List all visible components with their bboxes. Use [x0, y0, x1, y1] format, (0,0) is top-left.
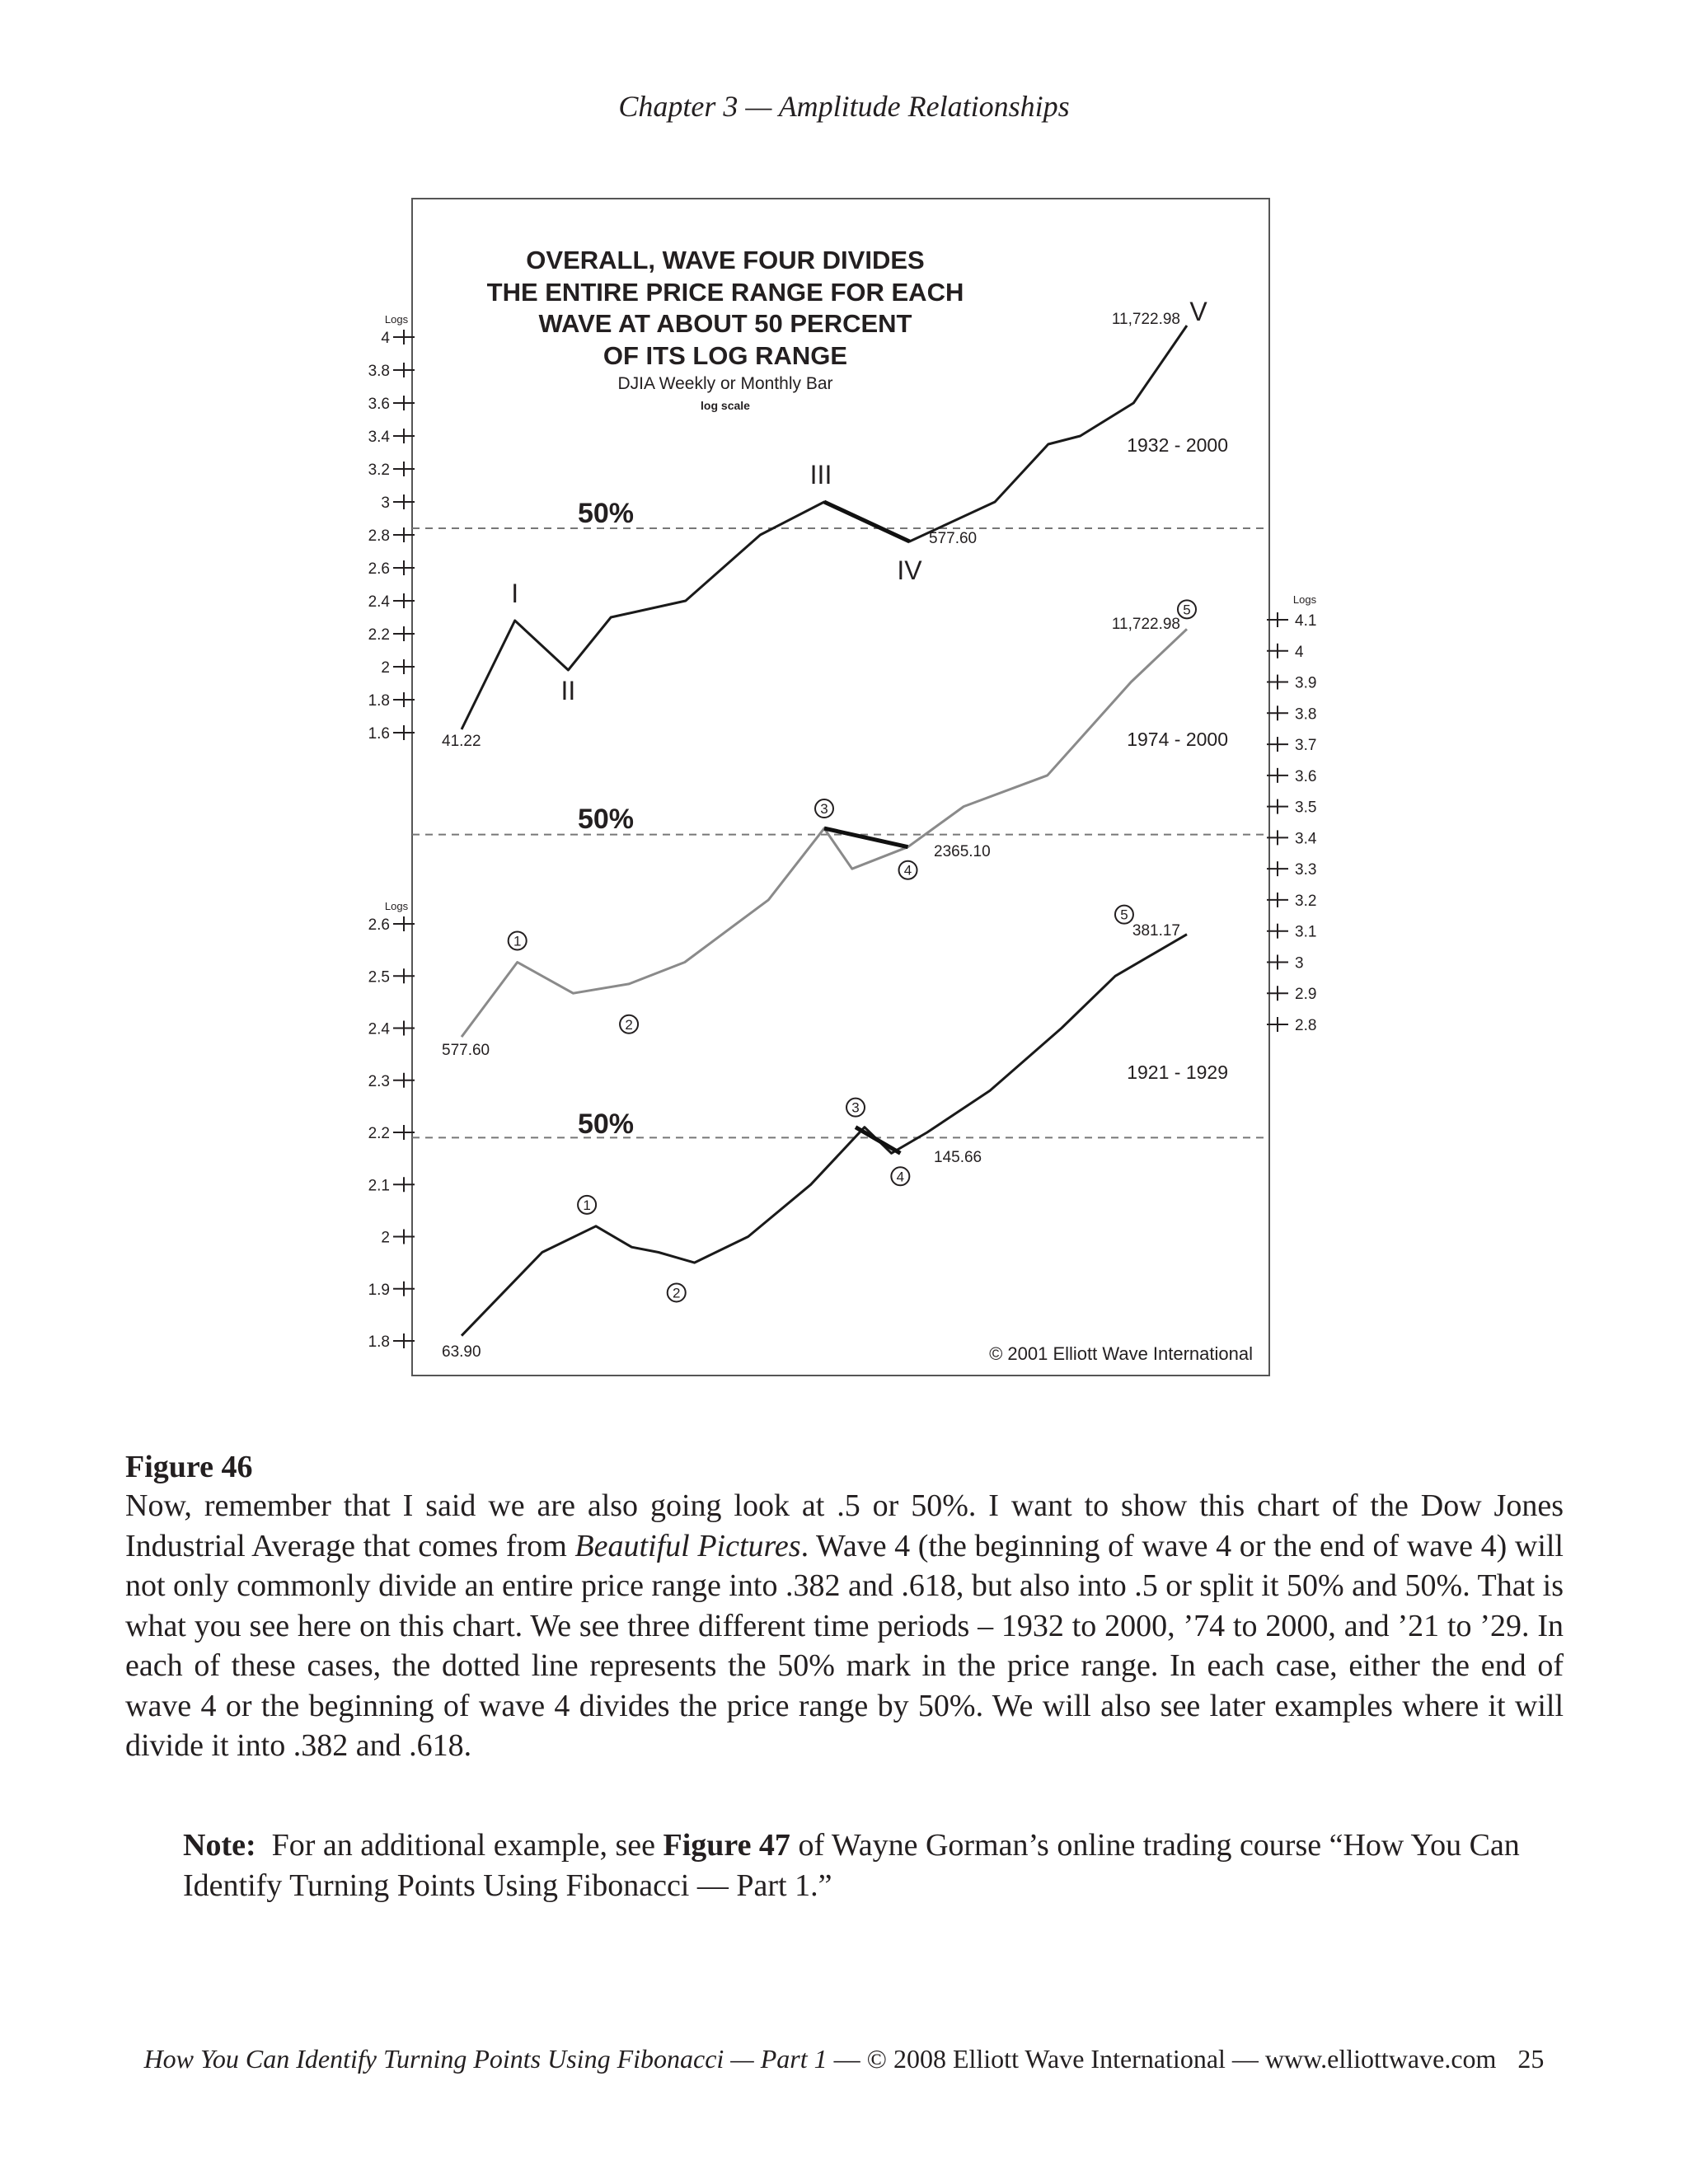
y-tick-label-2-3.5: 3.5: [1295, 799, 1317, 817]
y-tick-label-2-2.8: 2.8: [1295, 1017, 1317, 1034]
y-tick-label-1-2.4: 2.4: [368, 593, 390, 611]
end-value-label-1: 11,722.98: [1111, 311, 1180, 328]
wave-label-2-4: 4: [903, 862, 912, 879]
page-number: 25: [1517, 2044, 1545, 2074]
wave-label-3-3: 3: [851, 1099, 860, 1116]
y-tick-label-1-3.2: 3.2: [368, 462, 390, 479]
wave4-value-label-1: 577.60: [929, 530, 978, 547]
note-paragraph: [183, 1825, 1564, 1905]
y-tick-label-1-2.2: 2.2: [368, 626, 390, 644]
y-tick-label-2-3.8: 3.8: [1295, 705, 1317, 724]
wave-label-1-I: I: [511, 579, 519, 608]
y-tick-label-2-3.1: 3.1: [1295, 923, 1317, 941]
y-tick-label-2-3.4: 3.4: [1295, 830, 1317, 848]
wave-label-1-IV: IV: [897, 555, 922, 585]
wave-label-1-V: V: [1189, 297, 1207, 326]
chapter-header: Chapter 3 — Amplitude Relationships: [618, 90, 1070, 123]
y-tick-label-1-3: 3: [381, 494, 390, 512]
y-tick-label-3-2.1: 2.1: [368, 1177, 390, 1195]
y-axis-title-2: Logs: [1292, 593, 1317, 606]
y-tick-label-1-3.4: 3.4: [368, 429, 390, 446]
chart-frame: [412, 199, 1269, 1376]
y-tick-label-2-3.7: 3.7: [1295, 737, 1317, 755]
y-tick-label-3-1.8: 1.8: [368, 1333, 390, 1351]
end-value-label-3: 381.17: [1132, 922, 1180, 940]
chart-title-line-1: OVERALL, WAVE FOUR DIVIDES: [526, 246, 925, 274]
period-label-3: 1921 - 1929: [1127, 1062, 1228, 1083]
y-tick-label-2-2.9: 2.9: [1295, 986, 1317, 1004]
y-tick-label-1-2.6: 2.6: [368, 560, 390, 578]
note-text-1: For an additional example, see: [256, 1828, 663, 1863]
fifty-percent-label-1: 50%: [577, 498, 635, 529]
chart-copyright: © 2001 Elliott Wave International: [989, 1343, 1253, 1364]
wave-label-2-5: 5: [1183, 602, 1191, 618]
period-label-2: 1974 - 2000: [1127, 729, 1228, 750]
fifty-percent-label-2: 50%: [577, 804, 635, 835]
y-tick-label-3-2: 2: [381, 1229, 390, 1247]
figure-label: Figure 46: [125, 1450, 253, 1484]
chart-subtitle: DJIA Weekly or Monthly Bar: [617, 374, 833, 393]
period-label-1: 1932 - 2000: [1127, 434, 1228, 456]
start-value-label-1: 41.22: [442, 733, 481, 750]
note-label: Note:: [183, 1828, 256, 1863]
wave4-value-label-3: 145.66: [934, 1149, 982, 1166]
y-tick-label-2-4: 4: [1295, 643, 1304, 661]
y-tick-label-2-3.2: 3.2: [1295, 892, 1317, 910]
y-axis-title-3: Logs: [384, 900, 409, 912]
wave-label-1-III: III: [809, 460, 832, 490]
note-figure-ref: Figure 47: [663, 1828, 790, 1863]
y-tick-label-3-2.5: 2.5: [368, 968, 390, 987]
y-tick-label-1-4: 4: [381, 330, 390, 347]
footer-title: How You Can Identify Turning Points Using Fibonacci — Part 1: [143, 2044, 828, 2074]
y-tick-label-3-1.9: 1.9: [368, 1281, 390, 1299]
wave-label-3-5: 5: [1120, 907, 1128, 923]
y-tick-label-2-3.6: 3.6: [1295, 767, 1317, 785]
y-tick-label-1-1.8: 1.8: [368, 692, 390, 710]
note-text-2: of Wayne Gorman’s online trading course “How You Can Identify Turning Points Using Fibonacci — Part 1.”: [183, 1828, 1520, 1903]
wave-label-2-2: 2: [625, 1016, 633, 1033]
wave-label-2-3: 3: [820, 801, 828, 818]
y-tick-label-2-3: 3: [1295, 954, 1304, 972]
wave-label-3-2: 2: [673, 1285, 681, 1301]
y-tick-label-2-3.3: 3.3: [1295, 861, 1317, 879]
wave-label-3-4: 4: [896, 1169, 905, 1185]
y-tick-label-3-2.3: 2.3: [368, 1072, 390, 1090]
fifty-percent-label-3: 50%: [577, 1108, 635, 1140]
y-tick-label-1-2: 2: [381, 659, 390, 677]
y-tick-label-1-3.8: 3.8: [368, 363, 390, 380]
end-value-label-2: 11,722.98: [1111, 616, 1180, 633]
y-tick-label-1-1.6: 1.6: [368, 725, 390, 743]
chart-title-line-4: OF ITS LOG RANGE: [603, 341, 848, 370]
y-tick-label-3-2.4: 2.4: [368, 1020, 390, 1038]
y-tick-label-2-4.1: 4.1: [1295, 612, 1317, 630]
body-text-1: Now, remember that I said we are also going look at .5 or 50%. I want to show this chart of the Dow Jones Industrial Average that comes from: [125, 1488, 1564, 1563]
y-tick-label-3-2.2: 2.2: [368, 1125, 390, 1142]
page-footer: [0, 2044, 1688, 2074]
footer-copyright: — © 2008 Elliott Wave International — www.elliottwave.com: [827, 2044, 1497, 2074]
wave4-value-label-2: 2365.10: [934, 843, 991, 860]
wave-label-3-1: 1: [583, 1197, 591, 1213]
chart-title-line-2: THE ENTIRE PRICE RANGE FOR EACH: [486, 278, 964, 307]
y-tick-label-2-3.9: 3.9: [1295, 674, 1317, 692]
body-text-2: . Wave 4 (the beginning of wave 4 or the end of wave 4) will not only commonly divide an entire price range into .382 and .618, but also into .5 or split it 50% and 50%. That is what you see here on this chart. We see three different time periods – 1932 to 2000, ’74 to 2000, and ’21 to ’29. In each of these cases, the dotted line represents the 50% mark in the price range. In each case, either the end of wave 4 or the beginning of wave 4 divides the price range by 50%. We will also see later examples where it will divide it into .382 and .618.: [125, 1528, 1564, 1763]
y-tick-label-1-2.8: 2.8: [368, 527, 390, 545]
y-tick-label-3-2.6: 2.6: [368, 916, 390, 934]
start-value-label-3: 63.90: [442, 1343, 481, 1361]
wave-label-2-1: 1: [513, 933, 522, 949]
chart-title-line-3: WAVE AT ABOUT 50 PERCENT: [538, 309, 912, 338]
y-axis-title-1: Logs: [384, 313, 409, 326]
start-value-label-2: 577.60: [442, 1042, 490, 1059]
chart-subtitle-log-scale: log scale: [701, 399, 750, 412]
y-tick-label-1-3.6: 3.6: [368, 396, 390, 413]
body-book-title: Beautiful Pictures: [574, 1528, 801, 1563]
body-paragraph: [125, 1486, 1564, 1766]
wave-label-1-II: II: [560, 676, 576, 705]
